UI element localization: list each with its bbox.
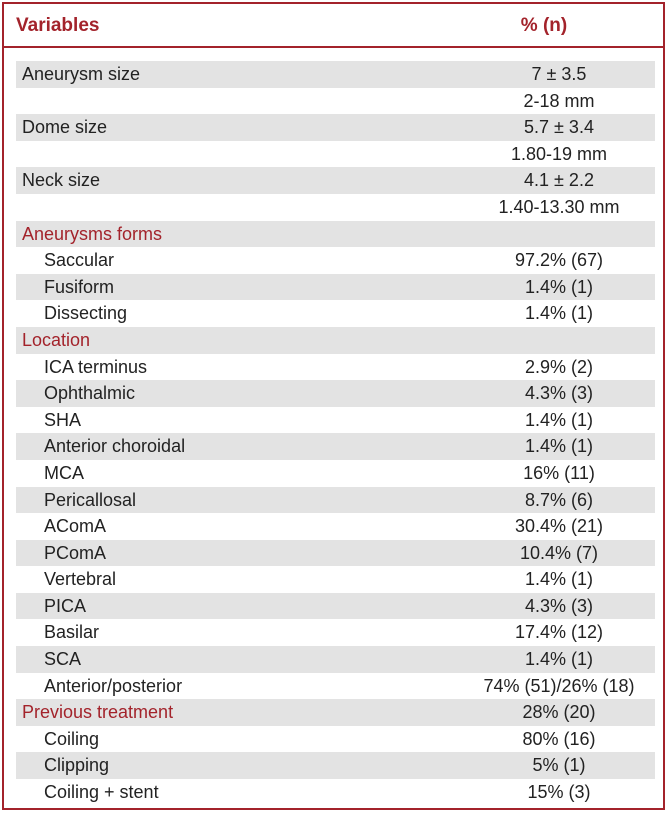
row-value: 80% (16) bbox=[522, 728, 596, 749]
row-label: Basilar bbox=[44, 622, 100, 643]
row-value: 1.4% (1) bbox=[524, 569, 594, 590]
table-row bbox=[16, 247, 655, 274]
row-value: 8.7% (6) bbox=[524, 489, 594, 510]
row-value: 28% (20) bbox=[522, 702, 596, 723]
row-value: 16% (11) bbox=[523, 462, 595, 483]
section-row bbox=[16, 221, 655, 248]
table-row bbox=[16, 460, 655, 487]
section-label: Location bbox=[22, 329, 91, 350]
row-value: 4.1 ± 2.2 bbox=[524, 170, 594, 191]
row-value: 74% (51)/26% (18) bbox=[483, 675, 635, 696]
table-row bbox=[16, 380, 655, 407]
row-value: 1.80-19 mm bbox=[510, 143, 608, 164]
row-value: 17.4% (12) bbox=[514, 622, 604, 643]
row-label: Vertebral bbox=[44, 569, 117, 590]
table-row bbox=[16, 354, 655, 381]
row-value: 1.4% (1) bbox=[524, 303, 594, 324]
row-value: 7 ± 3.5 bbox=[531, 64, 587, 84]
row-value: 1.4% (1) bbox=[524, 649, 594, 670]
row-label: SCA bbox=[44, 649, 82, 670]
table-row bbox=[16, 566, 655, 593]
table-row bbox=[16, 88, 655, 115]
table-row bbox=[16, 593, 655, 620]
table-row bbox=[16, 407, 655, 434]
table-row bbox=[16, 619, 655, 646]
table-row bbox=[16, 513, 655, 540]
row-label: PICA bbox=[44, 595, 87, 616]
row-label: Dissecting bbox=[44, 303, 128, 324]
table-row bbox=[16, 726, 655, 753]
row-value: 2-18 mm bbox=[523, 90, 595, 111]
variables-table bbox=[2, 2, 665, 810]
row-value: 97.2% (67) bbox=[514, 250, 604, 271]
table-row bbox=[16, 300, 655, 327]
row-value: 4.3% (3) bbox=[524, 595, 594, 616]
row-value: 1.4% (1) bbox=[524, 276, 594, 297]
row-label: Coiling bbox=[44, 728, 100, 749]
row-label: PComA bbox=[44, 542, 107, 563]
row-value: 4.3% (3) bbox=[524, 383, 594, 404]
row-label: SHA bbox=[44, 409, 82, 430]
section-label: Previous treatment bbox=[22, 702, 174, 723]
table-row bbox=[16, 167, 655, 194]
table-row bbox=[16, 646, 655, 673]
row-label: Anterior choroidal bbox=[44, 436, 186, 457]
row-label: ICA terminus bbox=[44, 356, 148, 377]
row-label: Aneurysm size bbox=[22, 64, 141, 84]
row-value: 5% (1) bbox=[532, 755, 586, 776]
table-row bbox=[16, 779, 655, 806]
table-row bbox=[16, 487, 655, 514]
table-row bbox=[16, 194, 655, 221]
row-value: 10.4% (7) bbox=[519, 542, 599, 563]
row-value: 5.7 ± 3.4 bbox=[524, 117, 594, 138]
row-value: 1.4% (1) bbox=[524, 436, 594, 457]
table-row bbox=[16, 141, 655, 168]
row-label: AComA bbox=[44, 516, 107, 537]
header-variables: Variables bbox=[16, 15, 100, 36]
section-row bbox=[16, 327, 655, 354]
table-body bbox=[16, 61, 655, 806]
table-row bbox=[16, 673, 655, 700]
row-value: 15% (3) bbox=[527, 782, 591, 803]
table-row bbox=[16, 540, 655, 567]
table-row bbox=[16, 433, 655, 460]
section-row bbox=[16, 699, 655, 726]
row-label: Pericallosal bbox=[44, 489, 137, 510]
table-row bbox=[16, 274, 655, 301]
row-label: Coiling + stent bbox=[44, 782, 159, 803]
header-percent-n: % (n) bbox=[520, 15, 568, 36]
row-label: MCA bbox=[44, 462, 84, 483]
section-label: Aneurysms forms bbox=[22, 223, 163, 244]
row-value: 1.4% (1) bbox=[524, 409, 594, 430]
row-value: 1.40-13.30 mm bbox=[498, 196, 620, 217]
table-row bbox=[16, 114, 655, 141]
row-label: Clipping bbox=[44, 755, 110, 776]
row-label: Dome size bbox=[22, 117, 108, 138]
table-row bbox=[16, 752, 655, 779]
row-label: Saccular bbox=[44, 250, 115, 271]
row-label: Fusiform bbox=[44, 276, 115, 297]
row-value: 2.9% (2) bbox=[524, 356, 594, 377]
table-row bbox=[16, 61, 655, 88]
row-value: 30.4% (21) bbox=[514, 516, 604, 537]
row-label: Neck size bbox=[22, 170, 101, 191]
table-header bbox=[4, 4, 663, 48]
row-label: Ophthalmic bbox=[44, 383, 136, 404]
row-label: Anterior/posterior bbox=[44, 675, 183, 696]
